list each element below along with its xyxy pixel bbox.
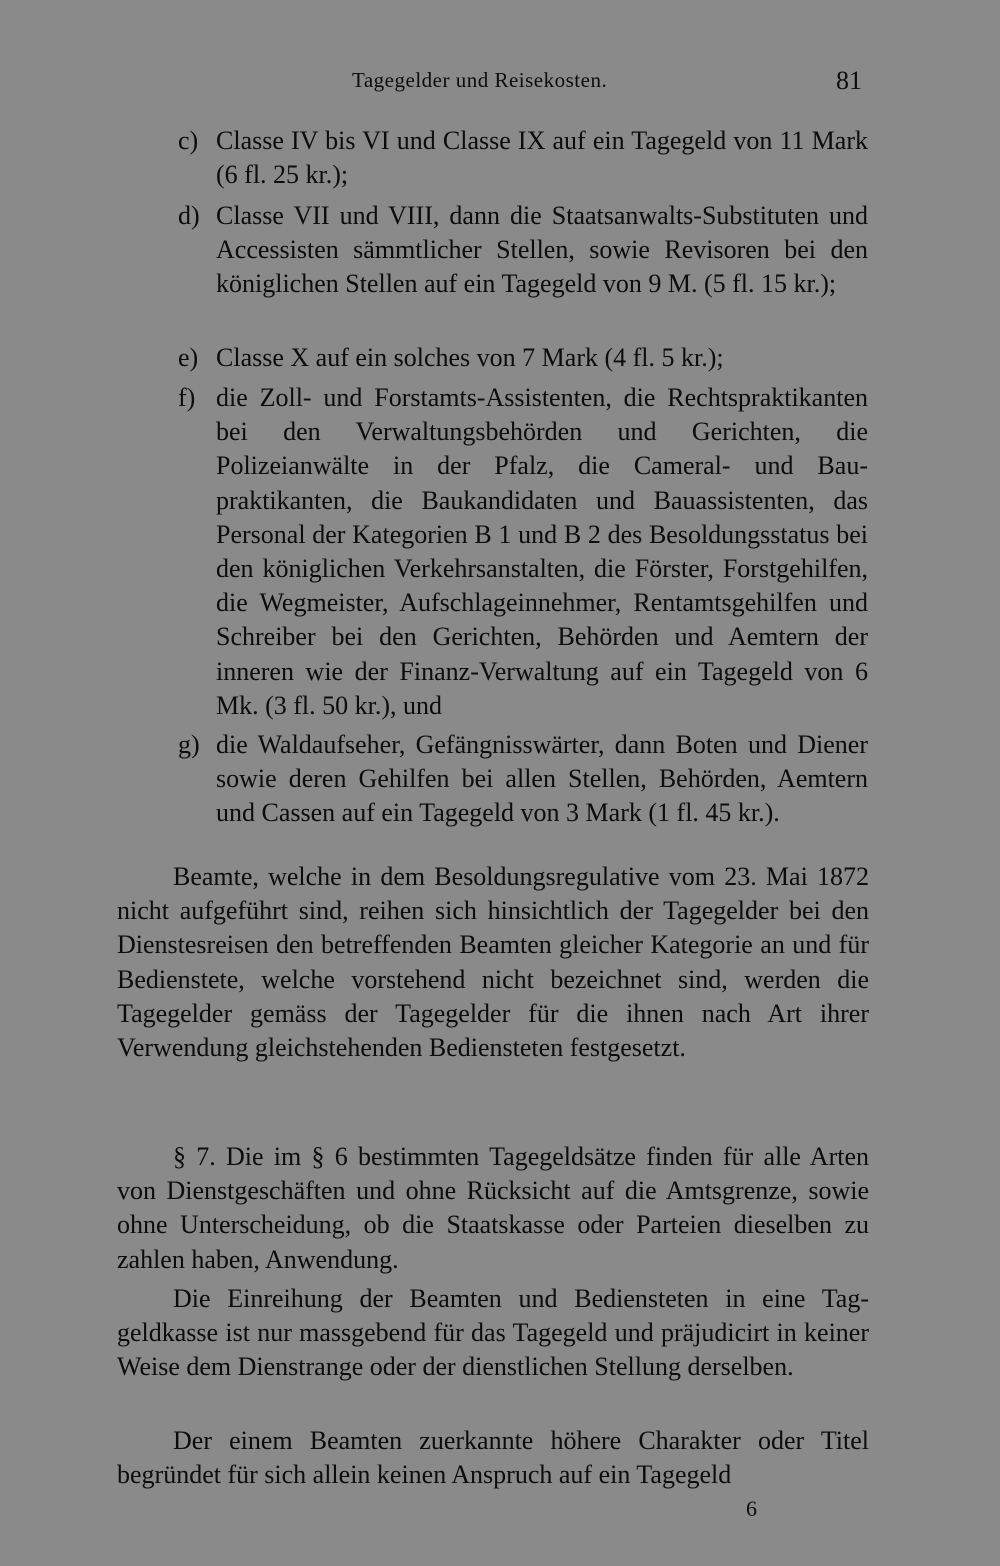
list-text: die Zoll- und Forstamts-Assistenten, die Rechtspraktikanten bei den Verwaltungsbehörden und Gerichten, die Polizeianwälte in der Pfalz, die Cameral- und Baupraktikanten, die Baukandidaten und Bauassistenten, das Personal der Kategorien B 1 und B 2 des Besoldungsstatus bei den königlichen Verkehrsanstalten, die Förster, Forstgehilfen, die Wegmeister, Aufschlageinnehmer, Rentamtsgehilfen und Schreiber bei den Gerichten, Behörden und Aemtern der inneren wie der Finanz-Verwaltung auf ein Tagegeld von 6 Mk. (3 fl. 50 kr.), und bbox=[216, 383, 868, 720]
list-text: Classe VII und VIII, dann die Staatsanwalts-Substituten und Accessisten sämmtlicher Stellen, sowie Revisoren bei den königlichen Stellen auf ein Tagegeld von 9 M. (5 fl. 15 kr.); bbox=[216, 201, 868, 299]
paragraph-title-claim: Der einem Beamten zuerkannte höhere Charakter oder Titel begründet für sich allein keinen Anspruch auf ein Tagegeld bbox=[117, 1426, 869, 1490]
running-head: Tagegelder und Reisekosten. bbox=[352, 68, 608, 92]
paragraph-officials: Beamte, welche in dem Besoldungsregulative vom 23. Mai 1872 nicht aufgeführt sind, reihen sich hinsichtlich der Tagegelder bei den Dienstesreisen den betreffenden Beamten gleicher Kategorie an und für Bedienstete, welche vorstehend nicht bezeichnet sind, werden die Tagegelder gemäss der Tagegelder für die ihnen nach Art ihrer Verwendung gleichstehenden Bediensteten festgesetzt. bbox=[117, 862, 869, 1063]
list-label: f) bbox=[178, 383, 196, 412]
list-text: Classe X auf ein solches von 7 Mark (4 fl. 5 kr.); bbox=[216, 343, 724, 372]
list-text: die Waldaufseher, Gefängnisswärter, dann Boten und Diener sowie deren Gehilfen bei allen Stellen, Behörden, Aemtern und Cassen auf ein Tagegeld von 3 Mark (1 fl. 45 kr.). bbox=[216, 730, 868, 828]
signature-mark: 6 bbox=[746, 1496, 757, 1521]
page-number: 81 bbox=[836, 66, 862, 95]
list-text: Classe IV bis VI und Classe IX auf ein Tagegeld von 11 Mark (6 fl. 25 kr.); bbox=[216, 126, 868, 190]
paragraph-classification: Die Einreihung der Beamten und Bediensteten in eine Taggeldkasse ist nur massgebend für das Tagegeld und präjudicirt in keiner Weise dem Dienstrange oder der dienstlichen Stellung derselben. bbox=[117, 1284, 869, 1382]
list-label: d) bbox=[178, 201, 200, 230]
list-label: c) bbox=[178, 126, 199, 155]
list-label: e) bbox=[178, 343, 199, 372]
paragraph-section-7: § 7. Die im § 6 bestimmten Tagegeldsätze finden für alle Arten von Dienstgeschäften und ohne Rücksicht auf die Amtsgrenze, sowie ohne Unterscheidung, ob die Staatskasse oder Parteien dieselben zu zahlen haben, Anwendung. bbox=[117, 1142, 869, 1274]
list-label: g) bbox=[178, 730, 200, 759]
